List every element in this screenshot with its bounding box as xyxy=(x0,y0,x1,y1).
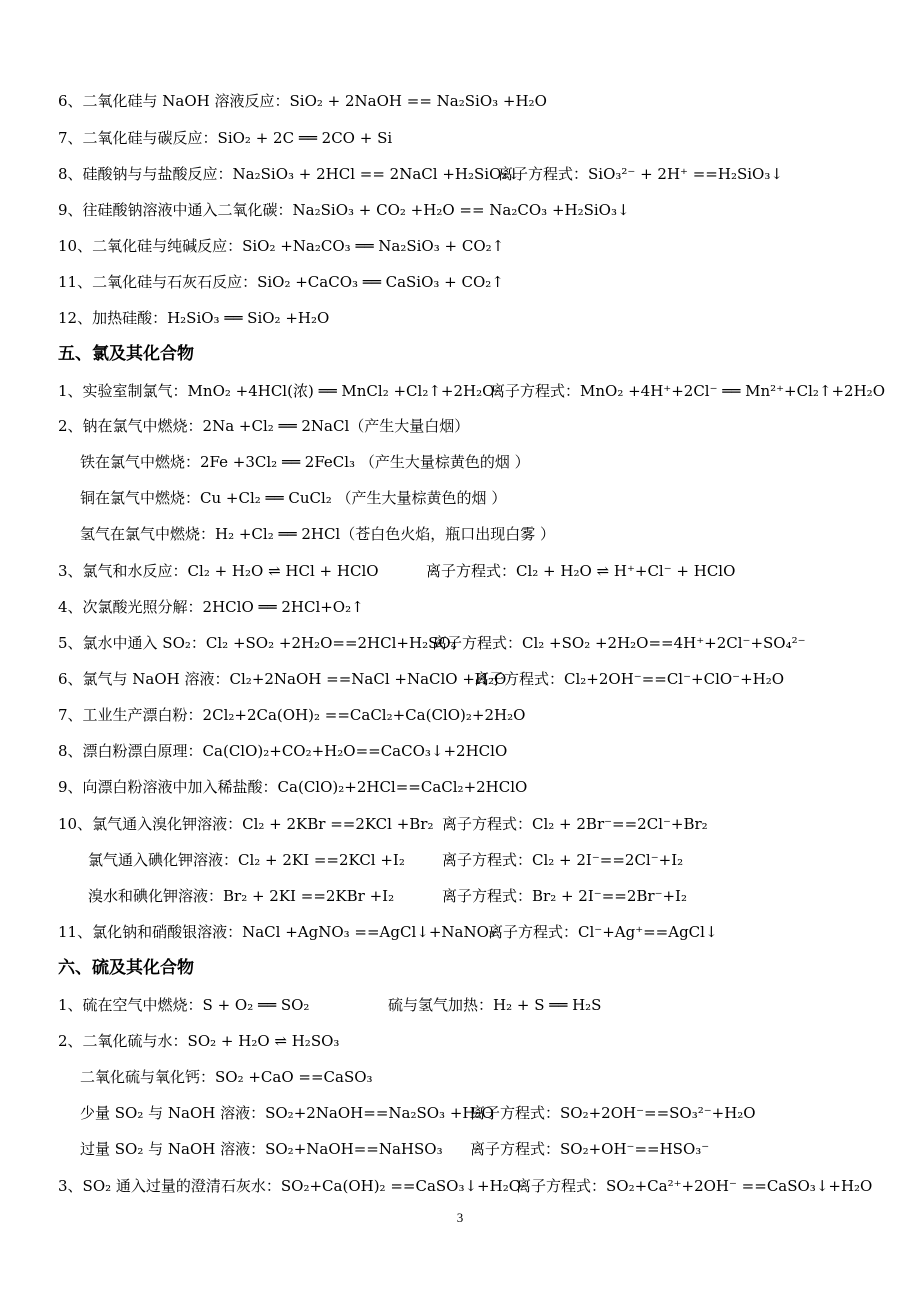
equation-line: 少量 SO₂ 与 NaOH 溶液：SO₂+2NaOH==Na₂SO₃ +H₂O 离子方程式：SO₂+2OH⁻==SO₃²⁻+H₂O xyxy=(80,1104,756,1122)
equation-line: 7、工业生产漂白粉：2Cl₂+2Ca(OH)₂ ==CaCl₂+Ca(ClO)₂+2H₂O xyxy=(58,706,526,724)
ionic-equation: 离子方程式：Cl₂ + 2Br⁻==2Cl⁻+Br₂ xyxy=(442,815,708,833)
equation-line: 6、二氧化硅与 NaOH 溶液反应：SiO₂ + 2NaOH == Na₂SiO₃ +H₂O xyxy=(58,92,547,110)
equation-line: 9、向漂白粉溶液中加入稀盐酸：Ca(ClO)₂+2HCl==CaCl₂+2HClO xyxy=(58,778,528,796)
equation-line: 11、氯化钠和硝酸银溶液：NaCl +AgNO₃ ==AgCl↓+NaNO₃ 离子方程式：Cl⁻+Ag⁺==AgCl↓ xyxy=(58,923,718,941)
equation-line: 二氧化硫与氧化钙：SO₂ +CaO ==CaSO₃ xyxy=(80,1068,373,1086)
equation-h2s: 硫与氢气加热：H₂ + S ══ H₂S xyxy=(388,996,602,1014)
equation-line: 10、二氧化硅与纯碱反应：SiO₂ +Na₂CO₃ ══ Na₂SiO₃ + CO₂↑ xyxy=(58,237,505,255)
section-heading: 五、氯及其化合物 xyxy=(58,344,194,364)
ionic-equation: 离子方程式：SO₂+OH⁻==HSO₃⁻ xyxy=(470,1140,710,1158)
equation-line: 5、氯水中通入 SO₂：Cl₂ +SO₂ +2H₂O==2HCl+H₂SO₄ 离子方程式：Cl₂ +SO₂ +2H₂O==4H⁺+2Cl⁻+SO₄²⁻ xyxy=(58,634,806,652)
equation-line: 3、SO₂ 通入过量的澄清石灰水：SO₂+Ca(OH)₂ ==CaSO₃↓+H₂O 离子方程式：SO₂+Ca²⁺+2OH⁻ ==CaSO₃↓+H₂O xyxy=(58,1177,873,1195)
ionic-equation: 离子方程式：SO₂+2OH⁻==SO₃²⁻+H₂O xyxy=(470,1104,756,1122)
equation-line: 溴水和碘化钾溶液：Br₂ + 2KI ==2KBr +I₂ 离子方程式：Br₂ + 2I⁻==2Br⁻+I₂ xyxy=(88,887,687,905)
equation-line: 氢气在氯气中燃烧：H₂ +Cl₂ ══ 2HCl（苍白色火焰，瓶口出现白雾 ） xyxy=(80,525,555,543)
ionic-equation: 离子方程式：Cl₂ + 2I⁻==2Cl⁻+I₂ xyxy=(442,851,684,869)
ionic-equation: 离子方程式：SiO₃²⁻ + 2H⁺ ==H₂SiO₃↓ xyxy=(498,165,783,183)
ionic-equation: 离子方程式：Cl₂+2OH⁻==Cl⁻+ClO⁻+H₂O xyxy=(474,670,785,688)
ionic-equation: 离子方程式：Cl₂ +SO₂ +2H₂O==4H⁺+2Cl⁻+SO₄²⁻ xyxy=(432,634,806,652)
equation-line: 2、钠在氯气中燃烧：2Na +Cl₂ ══ 2NaCl（产生大量白烟） xyxy=(58,417,470,435)
equation-line: 2、二氧化硫与水：SO₂ + H₂O ⇌ H₂SO₃ xyxy=(58,1032,340,1050)
equation-line: 铜在氯气中燃烧：Cu +Cl₂ ══ CuCl₂ （产生大量棕黄色的烟 ） xyxy=(80,489,507,507)
page-number: 3 xyxy=(456,1210,464,1225)
ionic-equation: 离子方程式：MnO₂ +4H⁺+2Cl⁻ ══ Mn²⁺+Cl₂↑+2H₂O xyxy=(490,382,885,400)
equation-line: 3、氯气和水反应：Cl₂ + H₂O ⇌ HCl + HClO 离子方程式：Cl₂ + H₂O ⇌ H⁺+Cl⁻ + HClO xyxy=(58,562,736,580)
equation-line: 12、加热硅酸：H₂SiO₃ ══ SiO₂ +H₂O xyxy=(58,309,330,327)
ionic-equation: 离子方程式：Cl₂ + H₂O ⇌ H⁺+Cl⁻ + HClO xyxy=(426,562,736,580)
equation-line: 6、氯气与 NaOH 溶液：Cl₂+2NaOH ==NaCl +NaClO +H₂O 离子方程式：Cl₂+2OH⁻==Cl⁻+ClO⁻+H₂O xyxy=(58,670,785,688)
equation-line: 过量 SO₂ 与 NaOH 溶液：SO₂+NaOH==NaHSO₃ 离子方程式：SO₂+OH⁻==HSO₃⁻ xyxy=(80,1140,710,1158)
equation-line: 8、漂白粉漂白原理：Ca(ClO)₂+CO₂+H₂O==CaCO₃↓+2HClO xyxy=(58,742,508,760)
equation-line: 9、往硅酸钠溶液中通入二氧化碳：Na₂SiO₃ + CO₂ +H₂O == Na₂CO₃ +H₂SiO₃↓ xyxy=(58,201,630,219)
ionic-equation: 离子方程式：SO₂+Ca²⁺+2OH⁻ ==CaSO₃↓+H₂O xyxy=(516,1177,873,1195)
equation-line: 7、二氧化硅与碳反应：SiO₂ + 2C ══ 2CO + Si xyxy=(58,129,393,147)
section-heading: 六、硫及其化合物 xyxy=(58,958,194,978)
equation-line: 1、硫在空气中燃烧：S + O₂ ══ SO₂ 硫与氢气加热：H₂ + S ══ H₂S xyxy=(58,996,602,1014)
equation-line: 铁在氯气中燃烧：2Fe +3Cl₂ ══ 2FeCl₃ （产生大量棕黄色的烟 ） xyxy=(80,453,530,471)
equation-line: 10、氯气通入溴化钾溶液：Cl₂ + 2KBr ==2KCl +Br₂ 离子方程式：Cl₂ + 2Br⁻==2Cl⁻+Br₂ xyxy=(58,815,708,833)
equation-line: 氯气通入碘化钾溶液：Cl₂ + 2KI ==2KCl +I₂ 离子方程式：Cl₂ + 2I⁻==2Cl⁻+I₂ xyxy=(88,851,684,869)
equation-line: 11、二氧化硅与石灰石反应：SiO₂ +CaCO₃ ══ CaSiO₃ + CO₂↑ xyxy=(58,273,504,291)
ionic-equation: 离子方程式：Cl⁻+Ag⁺==AgCl↓ xyxy=(488,923,718,941)
equation-line: 1、实验室制氯气：MnO₂ +4HCl(浓) ══ MnCl₂ +Cl₂↑+2H₂O 离子方程式：MnO₂ +4H⁺+2Cl⁻ ══ Mn²⁺+Cl₂↑+2H₂O xyxy=(58,382,885,400)
equation-line: 8、硅酸钠与与盐酸反应：Na₂SiO₃ + 2HCl == 2NaCl +H₂SiO₃↓ 离子方程式：SiO₃²⁻ + 2H⁺ ==H₂SiO₃↓ xyxy=(58,165,783,183)
ionic-equation: 离子方程式：Br₂ + 2I⁻==2Br⁻+I₂ xyxy=(442,887,687,905)
equation-line: 4、次氯酸光照分解：2HClO ══ 2HCl+O₂↑ xyxy=(58,598,364,616)
